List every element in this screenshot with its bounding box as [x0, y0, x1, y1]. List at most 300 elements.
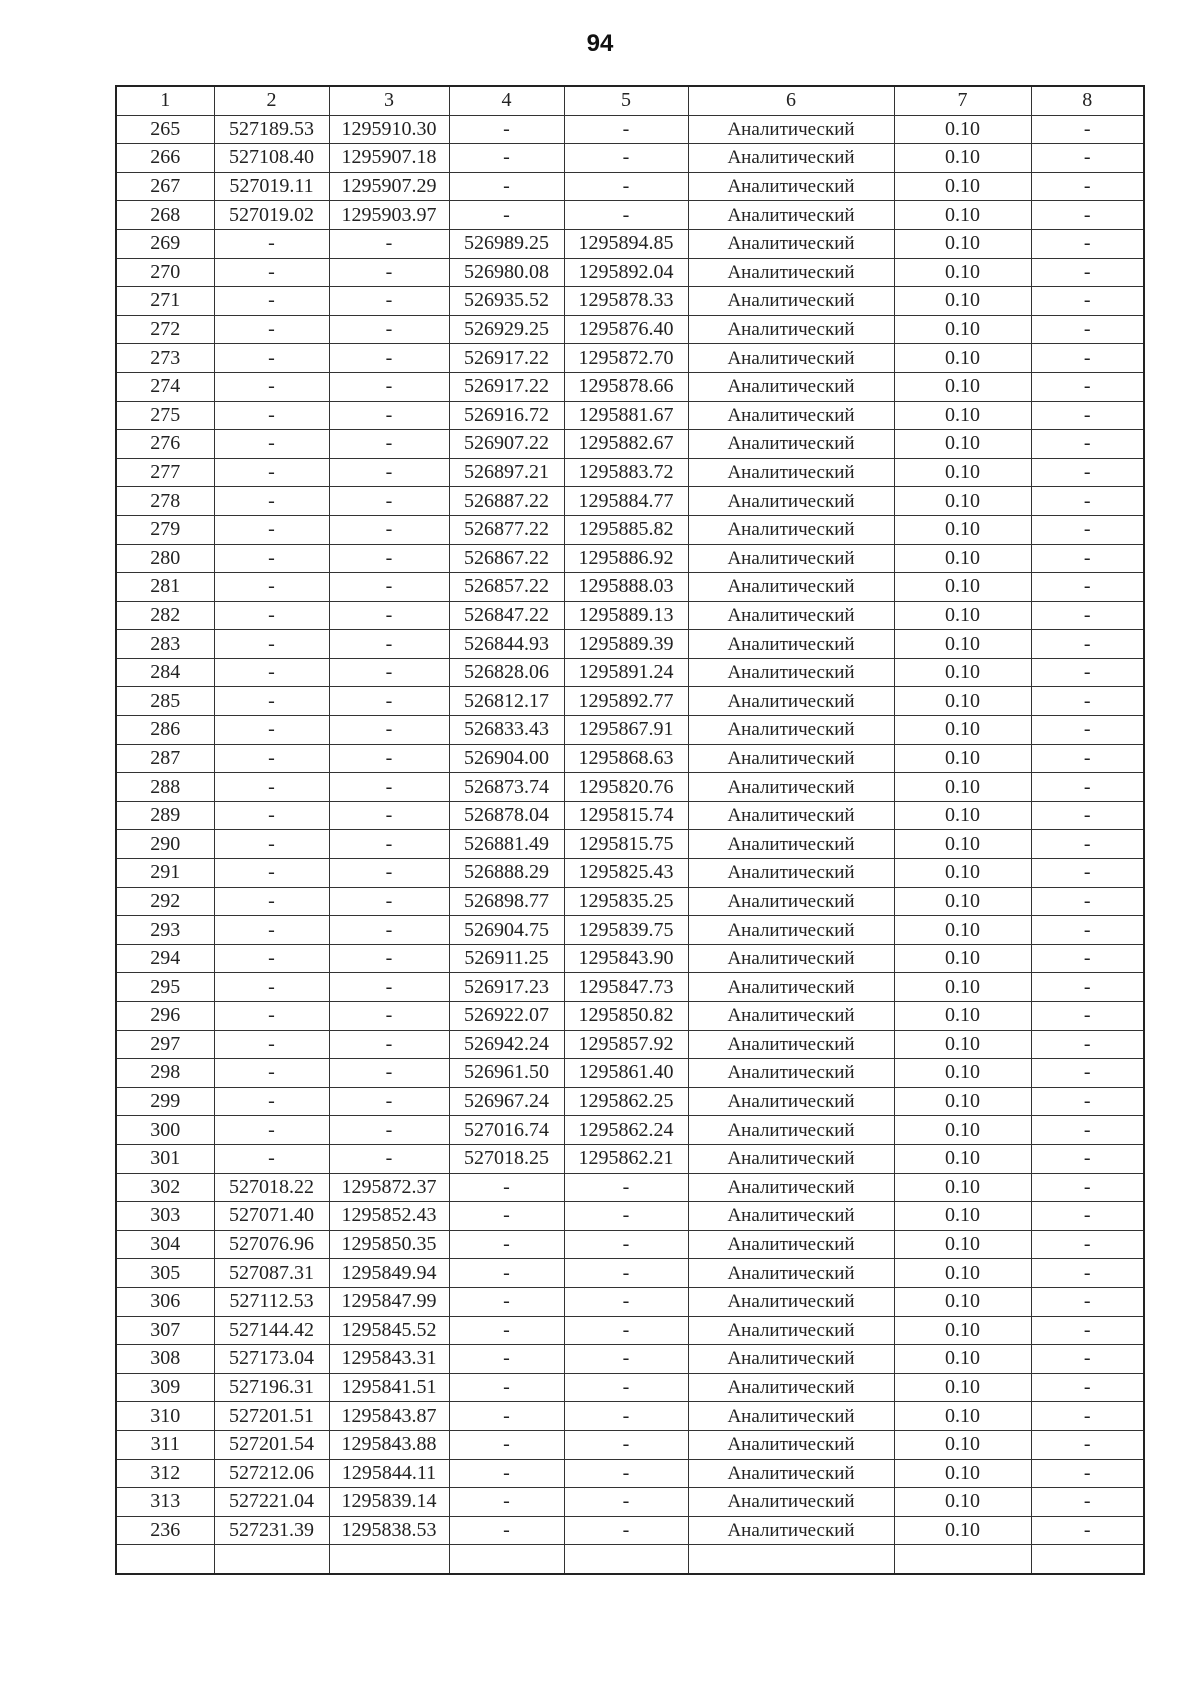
- table-cell: -: [1031, 1316, 1144, 1345]
- table-cell: 527189.53: [214, 115, 329, 144]
- table-row: [116, 229, 1144, 258]
- table-cell: -: [329, 744, 449, 773]
- table-cell: 311: [116, 1430, 214, 1459]
- table-row: [116, 1373, 1144, 1402]
- column-header-1: 1: [116, 86, 214, 115]
- table-cell: 0.10: [894, 1087, 1031, 1116]
- table-row: [116, 1402, 1144, 1431]
- table-cell: 0.10: [894, 973, 1031, 1002]
- table-cell: 1295872.70: [564, 344, 688, 373]
- table-cell: Аналитический: [688, 1173, 894, 1202]
- table-cell: 1295847.99: [329, 1287, 449, 1316]
- table-cell: Аналитический: [688, 601, 894, 630]
- table-cell: 1295886.92: [564, 544, 688, 573]
- table-cell: -: [1031, 430, 1144, 459]
- table-cell: 527196.31: [214, 1373, 329, 1402]
- table-cell: 526873.74: [449, 773, 564, 802]
- table-cell: 0.10: [894, 430, 1031, 459]
- table-cell: -: [449, 1373, 564, 1402]
- table-cell: -: [214, 744, 329, 773]
- table-row: [116, 630, 1144, 659]
- table-cell: -: [214, 658, 329, 687]
- table-cell: 1295889.39: [564, 630, 688, 659]
- table-cell: 275: [116, 401, 214, 430]
- table-cell: 0.10: [894, 744, 1031, 773]
- table-cell: 527019.02: [214, 201, 329, 230]
- table-row: [116, 544, 1144, 573]
- table-cell: 526881.49: [449, 830, 564, 859]
- table-cell: Аналитический: [688, 859, 894, 888]
- table-cell: -: [1031, 515, 1144, 544]
- table-cell: 307: [116, 1316, 214, 1345]
- table-cell: Аналитический: [688, 658, 894, 687]
- table-cell: 0.10: [894, 1373, 1031, 1402]
- table-cell: -: [1031, 1059, 1144, 1088]
- table-cell: -: [329, 401, 449, 430]
- table-cell: -: [1031, 487, 1144, 516]
- table-cell: -: [564, 1345, 688, 1374]
- table-cell: 526917.23: [449, 973, 564, 1002]
- table-cell: -: [214, 801, 329, 830]
- table-cell: 1295883.72: [564, 458, 688, 487]
- table-cell: Аналитический: [688, 287, 894, 316]
- table-cell: -: [1031, 944, 1144, 973]
- table-cell: 1295894.85: [564, 229, 688, 258]
- table-cell: -: [564, 1488, 688, 1517]
- table-row: [116, 744, 1144, 773]
- table-cell: 301: [116, 1144, 214, 1173]
- table-cell: 310: [116, 1402, 214, 1431]
- table-cell: -: [329, 1144, 449, 1173]
- column-header-2: 2: [214, 86, 329, 115]
- table-cell: 303: [116, 1202, 214, 1231]
- table-cell: [564, 1545, 688, 1574]
- table-cell: -: [329, 1059, 449, 1088]
- table-cell: 527071.40: [214, 1202, 329, 1231]
- table-cell: -: [1031, 1259, 1144, 1288]
- table-cell: 277: [116, 458, 214, 487]
- table-cell: 282: [116, 601, 214, 630]
- table-cell: -: [449, 115, 564, 144]
- table-cell: -: [214, 229, 329, 258]
- table-cell: Аналитический: [688, 1087, 894, 1116]
- table-cell: -: [214, 916, 329, 945]
- table-cell: 0.10: [894, 916, 1031, 945]
- table-row: [116, 1030, 1144, 1059]
- table-cell: -: [214, 887, 329, 916]
- table-cell: 1295838.53: [329, 1516, 449, 1545]
- table-cell: -: [564, 1402, 688, 1431]
- table-cell: 0.10: [894, 630, 1031, 659]
- table-cell: 302: [116, 1173, 214, 1202]
- table-cell: -: [1031, 744, 1144, 773]
- table-cell: 527201.54: [214, 1430, 329, 1459]
- table-row: [116, 1230, 1144, 1259]
- table-cell: 0.10: [894, 1116, 1031, 1145]
- table-cell: -: [1031, 830, 1144, 859]
- table-cell: 527231.39: [214, 1516, 329, 1545]
- table-cell: 1295845.52: [329, 1316, 449, 1345]
- table-cell: 1295843.31: [329, 1345, 449, 1374]
- table-cell: 1295891.24: [564, 658, 688, 687]
- table-cell: 526961.50: [449, 1059, 564, 1088]
- table-cell: -: [1031, 544, 1144, 573]
- table-cell: 0.10: [894, 573, 1031, 602]
- table-cell: 0.10: [894, 1402, 1031, 1431]
- table-cell: 526844.93: [449, 630, 564, 659]
- table-cell: -: [449, 1259, 564, 1288]
- table-cell: 1295852.43: [329, 1202, 449, 1231]
- table-row: [116, 916, 1144, 945]
- table-cell: 1295839.14: [329, 1488, 449, 1517]
- table-cell: 236: [116, 1516, 214, 1545]
- table-cell: -: [564, 1230, 688, 1259]
- table-cell: 0.10: [894, 1259, 1031, 1288]
- table-cell: Аналитический: [688, 1259, 894, 1288]
- table-cell: -: [329, 258, 449, 287]
- table-cell: 0.10: [894, 144, 1031, 173]
- table-cell: 1295872.37: [329, 1173, 449, 1202]
- table-cell: 526942.24: [449, 1030, 564, 1059]
- table-cell: 305: [116, 1259, 214, 1288]
- table-cell: -: [449, 1430, 564, 1459]
- table-cell: Аналитический: [688, 1144, 894, 1173]
- table-cell: -: [329, 430, 449, 459]
- table-cell: Аналитический: [688, 630, 894, 659]
- table-cell: -: [1031, 172, 1144, 201]
- table-cell: 289: [116, 801, 214, 830]
- table-cell: 313: [116, 1488, 214, 1517]
- table-cell: 0.10: [894, 229, 1031, 258]
- table-cell: Аналитический: [688, 887, 894, 916]
- table-cell: 1295843.87: [329, 1402, 449, 1431]
- table-cell: -: [214, 1144, 329, 1173]
- table-cell: Аналитический: [688, 1316, 894, 1345]
- table-cell: Аналитический: [688, 1116, 894, 1145]
- column-header-7: 7: [894, 86, 1031, 115]
- table-cell: 0.10: [894, 372, 1031, 401]
- table-cell: 527018.22: [214, 1173, 329, 1202]
- table-cell: 265: [116, 115, 214, 144]
- table-cell: Аналитический: [688, 830, 894, 859]
- table-cell: -: [1031, 344, 1144, 373]
- table-cell: 0.10: [894, 258, 1031, 287]
- table-cell: Аналитический: [688, 515, 894, 544]
- table-cell: 295: [116, 973, 214, 1002]
- table-cell: [894, 1545, 1031, 1574]
- table-cell: 0.10: [894, 1202, 1031, 1231]
- table-cell: 1295876.40: [564, 315, 688, 344]
- table-cell: Аналитический: [688, 1287, 894, 1316]
- table-cell: -: [214, 487, 329, 516]
- table-cell: -: [564, 201, 688, 230]
- table-cell: 1295820.76: [564, 773, 688, 802]
- table-cell: 0.10: [894, 716, 1031, 745]
- table-cell: 0.10: [894, 859, 1031, 888]
- table-cell: [1031, 1545, 1144, 1574]
- table-cell: -: [329, 573, 449, 602]
- table-cell: -: [564, 1202, 688, 1231]
- table-cell: 0.10: [894, 544, 1031, 573]
- table-cell: -: [329, 458, 449, 487]
- table-cell: -: [214, 515, 329, 544]
- table-cell: -: [214, 430, 329, 459]
- table-cell: 292: [116, 887, 214, 916]
- table-cell: 526904.00: [449, 744, 564, 773]
- table-row: [116, 1173, 1144, 1202]
- table-cell: -: [214, 573, 329, 602]
- table-cell: 1295862.21: [564, 1144, 688, 1173]
- table-cell: 0.10: [894, 1230, 1031, 1259]
- table-cell: 526888.29: [449, 859, 564, 888]
- table-cell: 527173.04: [214, 1345, 329, 1374]
- table-cell: -: [1031, 1287, 1144, 1316]
- table-cell: 0.10: [894, 1002, 1031, 1031]
- table-cell: -: [214, 258, 329, 287]
- coordinates-table: [115, 85, 1145, 1575]
- table-cell: 1295862.24: [564, 1116, 688, 1145]
- table-cell: -: [214, 687, 329, 716]
- table-cell: [329, 1545, 449, 1574]
- table-cell: 1295850.35: [329, 1230, 449, 1259]
- table-row: [116, 830, 1144, 859]
- table-cell: 296: [116, 1002, 214, 1031]
- table-cell: 1295843.90: [564, 944, 688, 973]
- table-cell: 527212.06: [214, 1459, 329, 1488]
- table-cell: -: [1031, 916, 1144, 945]
- table-cell: 304: [116, 1230, 214, 1259]
- table-cell: -: [329, 830, 449, 859]
- table-cell: -: [1031, 229, 1144, 258]
- table-cell: -: [329, 372, 449, 401]
- table-cell: -: [1031, 859, 1144, 888]
- table-cell: 1295888.03: [564, 573, 688, 602]
- table-cell: 1295862.25: [564, 1087, 688, 1116]
- table-cell: -: [329, 773, 449, 802]
- table-cell: -: [329, 859, 449, 888]
- table-cell: 0.10: [894, 287, 1031, 316]
- table-cell: Аналитический: [688, 315, 894, 344]
- table-cell: 526828.06: [449, 658, 564, 687]
- table-cell: 279: [116, 515, 214, 544]
- table-row: [116, 1059, 1144, 1088]
- table-cell: Аналитический: [688, 1030, 894, 1059]
- table-cell: -: [1031, 801, 1144, 830]
- table-cell: -: [564, 1316, 688, 1345]
- table-row: [116, 1545, 1144, 1574]
- table-cell: -: [1031, 1173, 1144, 1202]
- table-cell: 272: [116, 315, 214, 344]
- table-cell: -: [1031, 315, 1144, 344]
- table-cell: Аналитический: [688, 201, 894, 230]
- table-cell: 0.10: [894, 887, 1031, 916]
- table-row: [116, 601, 1144, 630]
- table-cell: 526904.75: [449, 916, 564, 945]
- column-header-3: 3: [329, 86, 449, 115]
- table-cell: 526989.25: [449, 229, 564, 258]
- table-cell: 0.10: [894, 401, 1031, 430]
- table-cell: 1295878.33: [564, 287, 688, 316]
- table-cell: 285: [116, 687, 214, 716]
- table-cell: 278: [116, 487, 214, 516]
- table-row: [116, 344, 1144, 373]
- table-cell: 0.10: [894, 1345, 1031, 1374]
- table-cell: -: [564, 115, 688, 144]
- table-cell: Аналитический: [688, 372, 894, 401]
- table-row: [116, 1516, 1144, 1545]
- table-cell: 526935.52: [449, 287, 564, 316]
- table-cell: 0.10: [894, 944, 1031, 973]
- table-cell: -: [1031, 716, 1144, 745]
- table-cell: 1295892.77: [564, 687, 688, 716]
- table-row: [116, 1316, 1144, 1345]
- table-cell: 0.10: [894, 1516, 1031, 1545]
- table-cell: -: [449, 1488, 564, 1517]
- table-cell: 273: [116, 344, 214, 373]
- table-cell: Аналитический: [688, 1230, 894, 1259]
- table-cell: 308: [116, 1345, 214, 1374]
- table-body: [116, 115, 1144, 1574]
- table-row: [116, 859, 1144, 888]
- table-cell: 1295847.73: [564, 973, 688, 1002]
- table-cell: 0.10: [894, 1059, 1031, 1088]
- table-cell: -: [214, 1002, 329, 1031]
- table-row: [116, 1287, 1144, 1316]
- table-cell: -: [564, 1430, 688, 1459]
- table-cell: -: [1031, 115, 1144, 144]
- table-cell: 526887.22: [449, 487, 564, 516]
- table-cell: 312: [116, 1459, 214, 1488]
- table-cell: 1295835.25: [564, 887, 688, 916]
- table-cell: 527112.53: [214, 1287, 329, 1316]
- table-cell: Аналитический: [688, 1002, 894, 1031]
- table-cell: 0.10: [894, 1488, 1031, 1517]
- table-cell: -: [449, 1402, 564, 1431]
- table-cell: 1295885.82: [564, 515, 688, 544]
- table-cell: Аналитический: [688, 430, 894, 459]
- table-cell: -: [1031, 1459, 1144, 1488]
- table-cell: 1295861.40: [564, 1059, 688, 1088]
- table-cell: -: [1031, 144, 1144, 173]
- table-cell: -: [449, 1516, 564, 1545]
- table-row: [116, 372, 1144, 401]
- table-row: [116, 172, 1144, 201]
- table-cell: -: [329, 1002, 449, 1031]
- table-row: [116, 315, 1144, 344]
- table-cell: Аналитический: [688, 544, 894, 573]
- table-cell: 0.10: [894, 1287, 1031, 1316]
- table-cell: -: [214, 372, 329, 401]
- table-cell: 1295815.74: [564, 801, 688, 830]
- table-cell: -: [214, 1059, 329, 1088]
- table-cell: [214, 1545, 329, 1574]
- table-cell: 269: [116, 229, 214, 258]
- table-cell: [116, 1545, 214, 1574]
- table-cell: 0.10: [894, 1459, 1031, 1488]
- table-cell: -: [329, 801, 449, 830]
- table-cell: 294: [116, 944, 214, 973]
- table-cell: -: [449, 1173, 564, 1202]
- table-cell: -: [1031, 658, 1144, 687]
- table-cell: -: [449, 1316, 564, 1345]
- table-cell: 299: [116, 1087, 214, 1116]
- table-cell: -: [329, 544, 449, 573]
- table-cell: -: [329, 687, 449, 716]
- table-cell: -: [329, 344, 449, 373]
- table-row: [116, 1259, 1144, 1288]
- table-cell: 526917.22: [449, 372, 564, 401]
- table-cell: 309: [116, 1373, 214, 1402]
- table-row: [116, 973, 1144, 1002]
- table-cell: 270: [116, 258, 214, 287]
- table-cell: 526898.77: [449, 887, 564, 916]
- table-cell: 283: [116, 630, 214, 659]
- table-cell: 1295867.91: [564, 716, 688, 745]
- table-cell: -: [214, 973, 329, 1002]
- table-cell: 306: [116, 1287, 214, 1316]
- table-row: [116, 1116, 1144, 1145]
- table-cell: 527076.96: [214, 1230, 329, 1259]
- table-cell: 526922.07: [449, 1002, 564, 1031]
- table-cell: 526907.22: [449, 430, 564, 459]
- table-cell: Аналитический: [688, 973, 894, 1002]
- table-cell: 0.10: [894, 830, 1031, 859]
- table-cell: Аналитический: [688, 401, 894, 430]
- table-row: [116, 1488, 1144, 1517]
- table-cell: 287: [116, 744, 214, 773]
- table-cell: -: [1031, 887, 1144, 916]
- table-cell: 526967.24: [449, 1087, 564, 1116]
- table-cell: 527108.40: [214, 144, 329, 173]
- table-cell: -: [214, 630, 329, 659]
- table-cell: -: [449, 172, 564, 201]
- table-cell: -: [564, 1259, 688, 1288]
- table-cell: -: [1031, 687, 1144, 716]
- table-cell: -: [329, 287, 449, 316]
- table-cell: 1295849.94: [329, 1259, 449, 1288]
- table-cell: -: [214, 830, 329, 859]
- table-cell: -: [329, 944, 449, 973]
- table-cell: 527016.74: [449, 1116, 564, 1145]
- table-cell: -: [329, 630, 449, 659]
- table-cell: 286: [116, 716, 214, 745]
- table-row: [116, 1202, 1144, 1231]
- table-cell: 0.10: [894, 773, 1031, 802]
- table-cell: 0.10: [894, 1173, 1031, 1202]
- table-cell: -: [564, 172, 688, 201]
- table-cell: 0.10: [894, 1144, 1031, 1173]
- table-cell: Аналитический: [688, 115, 894, 144]
- table-cell: 1295850.82: [564, 1002, 688, 1031]
- table-cell: 0.10: [894, 487, 1031, 516]
- table-cell: Аналитический: [688, 773, 894, 802]
- column-header-5: 5: [564, 86, 688, 115]
- table-cell: Аналитический: [688, 1516, 894, 1545]
- table-cell: -: [564, 1516, 688, 1545]
- table-cell: 267: [116, 172, 214, 201]
- table-cell: 0.10: [894, 458, 1031, 487]
- table-cell: Аналитический: [688, 458, 894, 487]
- table-cell: -: [214, 401, 329, 430]
- table-cell: 526847.22: [449, 601, 564, 630]
- table-cell: 1295843.88: [329, 1430, 449, 1459]
- table-cell: 527201.51: [214, 1402, 329, 1431]
- table-cell: 1295844.11: [329, 1459, 449, 1488]
- table-cell: Аналитический: [688, 144, 894, 173]
- table-cell: -: [214, 1087, 329, 1116]
- table-cell: 0.10: [894, 687, 1031, 716]
- table-cell: 1295841.51: [329, 1373, 449, 1402]
